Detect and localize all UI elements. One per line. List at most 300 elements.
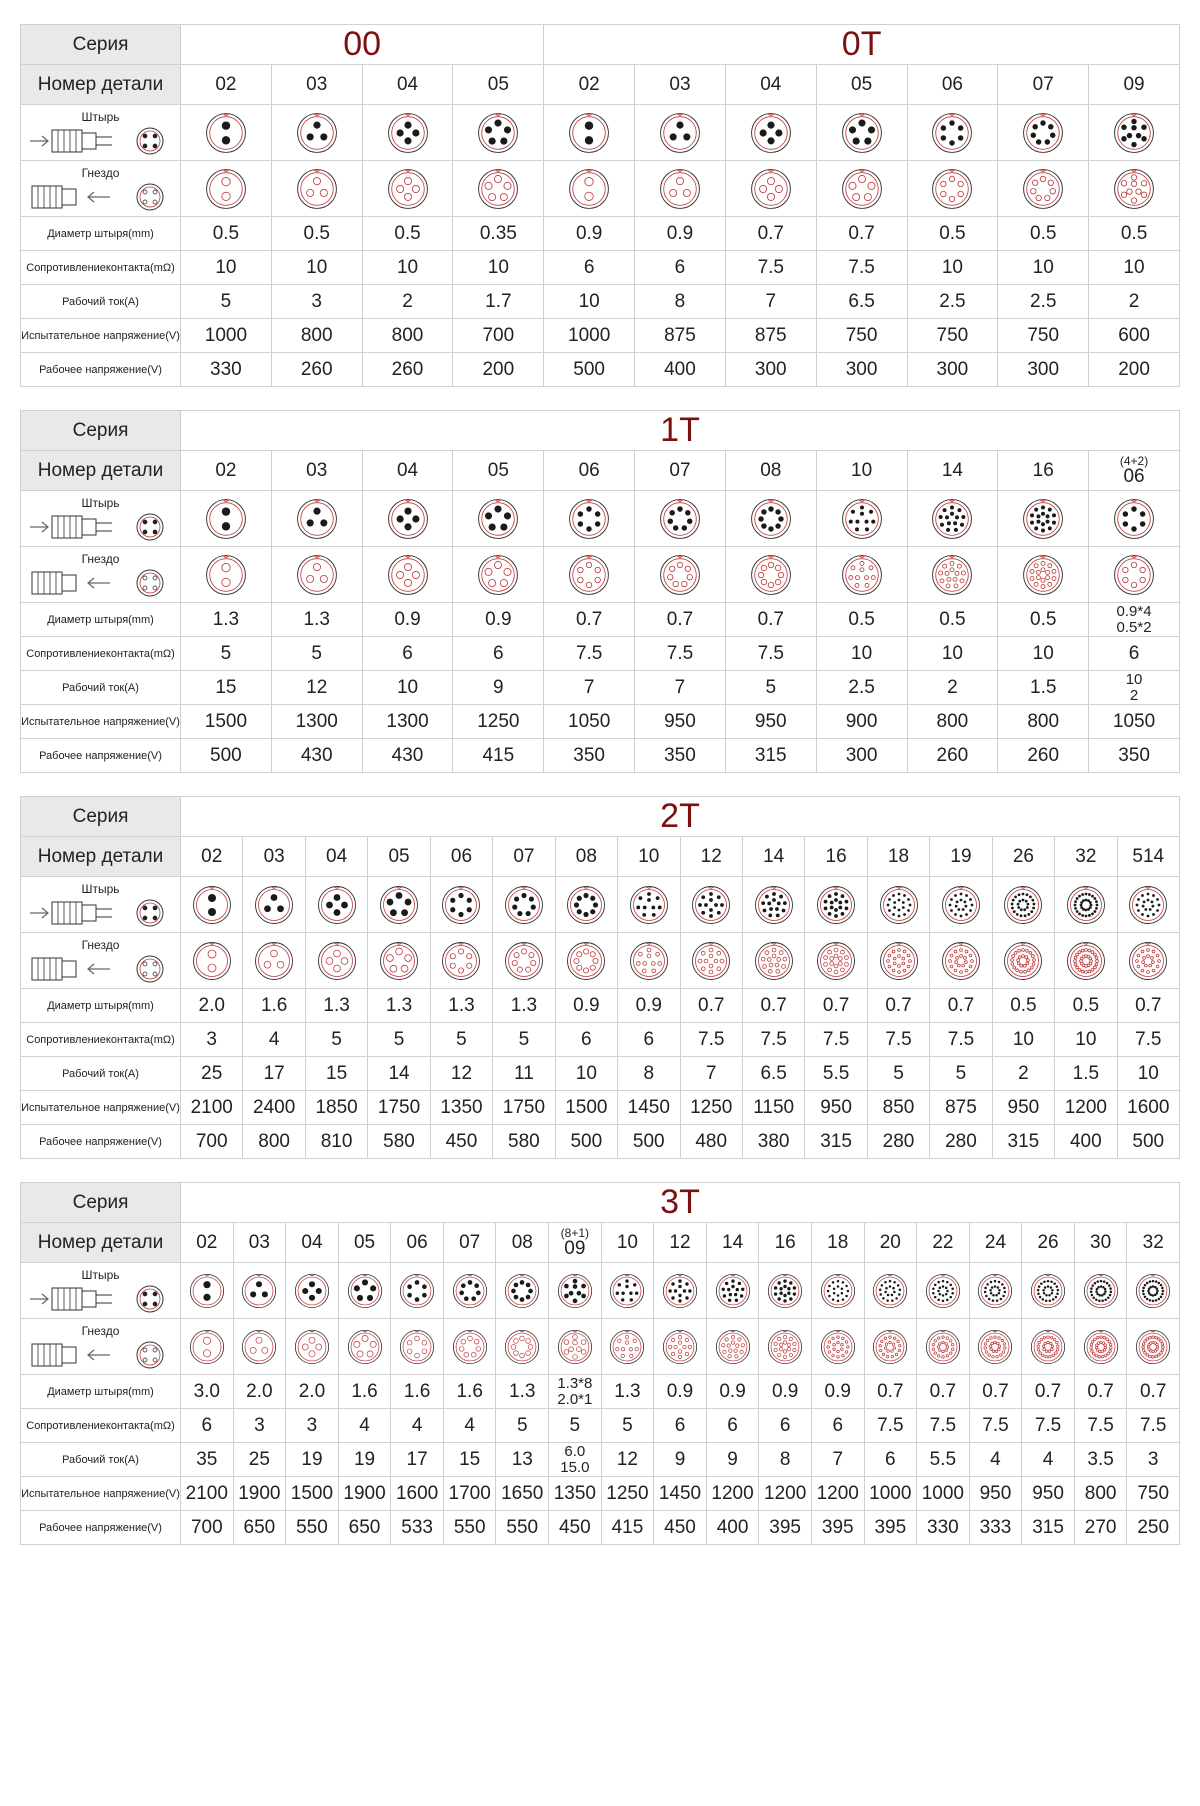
resistance-value: 10 [992,1023,1054,1057]
working-voltage-value: 280 [867,1125,929,1159]
resistance-value: 6 [181,1409,234,1443]
current-value: 19 [286,1443,339,1477]
test-voltage-value: 1000 [864,1477,917,1511]
resistance-value: 10 [907,637,998,671]
pin-diameter-label: Диаметр штыря(mm) [21,1375,181,1409]
working-voltage-value: 300 [725,353,816,387]
resistance-value: 6 [759,1409,812,1443]
test-voltage-value: 1350 [549,1477,602,1511]
pin-diameter-value: 0.5 [1089,217,1180,251]
part-number: 08 [725,451,816,491]
socket-row-header [21,933,181,989]
current-value: 8 [635,285,726,319]
current-value: 5 [181,285,272,319]
current-value: 7 [725,285,816,319]
socket-face-icon [601,1319,654,1375]
working-voltage-value: 260 [362,353,453,387]
part-number: 07 [998,65,1089,105]
working-voltage-value: 300 [907,353,998,387]
socket-face-icon [1089,547,1180,603]
test-voltage-value: 1450 [618,1091,680,1125]
resistance-value: 5 [271,637,362,671]
resistance-value: 10 [1089,251,1180,285]
part-number: 10 [601,1223,654,1263]
pin-face-icon [305,877,367,933]
working-voltage-value: 270 [1074,1511,1127,1545]
test-voltage-value: 1700 [443,1477,496,1511]
current-value: 5 [725,671,816,705]
pin-diameter-value: 0.7 [1074,1375,1127,1409]
test-voltage-value: 850 [867,1091,929,1125]
resistance-value: 6 [544,251,635,285]
test-voltage-value: 950 [1022,1477,1075,1511]
pin-diameter-value: 0.5 [181,217,272,251]
part-number-line: (8+1) [560,1225,590,1240]
part-number: 30 [1074,1223,1127,1263]
part-number: 06 [907,65,998,105]
socket-face-icon [362,547,453,603]
pin-diameter-label: Диаметр штыря(mm) [21,217,181,251]
working-voltage-value: 500 [544,353,635,387]
test-voltage-value: 875 [635,319,726,353]
socket-face-icon [391,1319,444,1375]
test-voltage-value: 950 [992,1091,1054,1125]
working-voltage-value: 400 [635,353,726,387]
pin-face-icon [930,877,992,933]
current-value: 6 [864,1443,917,1477]
working-voltage-value: 330 [917,1511,970,1545]
working-voltage-value: 800 [243,1125,305,1159]
part-number: 10 [816,451,907,491]
test-voltage-value: 950 [969,1477,1022,1511]
part-number: 14 [742,837,804,877]
test-voltage-value: 1500 [181,705,272,739]
socket-face-icon [680,933,742,989]
working-voltage-value: 330 [181,353,272,387]
pin-diameter-value: 1.3 [305,989,367,1023]
working-voltage-value: 380 [742,1125,804,1159]
working-voltage-value: 300 [998,353,1089,387]
socket-label: Гнездо [81,165,120,180]
current-value: 2 [362,285,453,319]
resistance-value: 7.5 [742,1023,804,1057]
series-name: 2T [181,797,1180,837]
pin-plug-icon [21,510,180,544]
current-value: 7 [680,1057,742,1091]
working-voltage-value: 550 [286,1511,339,1545]
socket-face-icon [443,1319,496,1375]
working-voltage-value: 395 [864,1511,917,1545]
test-voltage-value: 1500 [286,1477,339,1511]
pin-diameter-value: 0.5 [907,603,998,637]
pin-diameter-value: 0.9 [654,1375,707,1409]
resistance-value: 4 [338,1409,391,1443]
part-number: 18 [867,837,929,877]
socket-face-icon [233,1319,286,1375]
resistance-value: 10 [998,637,1089,671]
part-number: 03 [233,1223,286,1263]
part-number: 16 [998,451,1089,491]
working-voltage-value: 550 [443,1511,496,1545]
working-voltage-value: 395 [759,1511,812,1545]
working-voltage-value: 700 [181,1511,234,1545]
pin-face-icon [969,1263,1022,1319]
current-value: 9 [706,1443,759,1477]
resistance-value: 7.5 [1074,1409,1127,1443]
pin-face-icon [181,491,272,547]
test-voltage-value: 875 [930,1091,992,1125]
pin-face-icon [725,491,816,547]
current-value: 11 [493,1057,555,1091]
current-value: 6.5 [742,1057,804,1091]
resistance-value: 4 [443,1409,496,1443]
part-number [1089,451,1180,491]
pin-face-icon [453,491,544,547]
resistance-value: 10 [453,251,544,285]
working-voltage-value: 315 [1022,1511,1075,1545]
pin-face-icon [233,1263,286,1319]
current-value: 4 [1022,1443,1075,1477]
socket-face-icon [1022,1319,1075,1375]
part-number: 22 [917,1223,970,1263]
test-voltage-value: 750 [998,319,1089,353]
current-label: Рабочий ток(A) [21,285,181,319]
test-voltage-value: 1300 [271,705,362,739]
test-voltage-value: 800 [907,705,998,739]
current-value-line: 10 [1125,670,1143,688]
resistance-value: 7.5 [725,251,816,285]
series-label: Серия [21,25,181,65]
resistance-value: 6 [362,637,453,671]
pin-face-icon [430,877,492,933]
socket-face-icon [1089,161,1180,217]
socket-face-icon [805,933,867,989]
part-number-label: Номер детали [21,837,181,877]
part-number [549,1223,602,1263]
pin-face-icon [1074,1263,1127,1319]
pin-diameter-value: 0.7 [930,989,992,1023]
pin-diameter-value: 0.7 [867,989,929,1023]
test-voltage-label: Испытательное напряжение(V) [21,1091,181,1125]
pin-face-icon [618,877,680,933]
part-number: 06 [544,451,635,491]
current-value: 1.5 [1055,1057,1117,1091]
test-voltage-value: 1600 [391,1477,444,1511]
resistance-value: 6 [811,1409,864,1443]
pin-face-icon [271,491,362,547]
resistance-value: 6 [555,1023,617,1057]
working-voltage-value: 430 [362,739,453,773]
working-voltage-value: 500 [181,739,272,773]
pin-row-header [21,105,181,161]
pin-diameter-value: 0.9 [362,603,453,637]
current-value: 7 [544,671,635,705]
current-value: 10 [555,1057,617,1091]
socket-face-icon [286,1319,339,1375]
pin-face-icon [181,105,272,161]
pin-diameter-value: 0.9 [555,989,617,1023]
pin-diameter-value: 0.7 [1117,989,1179,1023]
test-voltage-value: 750 [1127,1477,1180,1511]
socket-face-icon [969,1319,1022,1375]
working-voltage-value: 315 [805,1125,867,1159]
socket-face-icon [368,933,430,989]
pin-diameter-value: 1.3 [430,989,492,1023]
resistance-value: 7.5 [1022,1409,1075,1443]
socket-face-icon [271,161,362,217]
pin-diameter-value: 0.5 [816,603,907,637]
socket-plug-icon [21,180,180,214]
part-number: 04 [362,65,453,105]
series-name: 00 [181,25,544,65]
current-value: 2.5 [816,671,907,705]
pin-diameter-value: 1.3 [271,603,362,637]
test-voltage-value: 2100 [181,1477,234,1511]
socket-face-icon [992,933,1054,989]
working-voltage-value: 415 [453,739,544,773]
socket-plug-icon [21,566,180,600]
pin-face-icon [1022,1263,1075,1319]
current-value: 5.5 [917,1443,970,1477]
resistance-value: 7.5 [544,637,635,671]
working-voltage-value: 500 [555,1125,617,1159]
working-voltage-value: 280 [930,1125,992,1159]
pin-face-icon [635,491,726,547]
part-number: 02 [181,451,272,491]
socket-face-icon [917,1319,970,1375]
pin-face-icon [243,877,305,933]
part-number: 10 [618,837,680,877]
current-value: 5.5 [805,1057,867,1091]
socket-face-icon [555,933,617,989]
part-number: 12 [654,1223,707,1263]
pin-face-icon [1117,877,1179,933]
pin-face-icon [867,877,929,933]
test-voltage-value: 600 [1089,319,1180,353]
working-voltage-value: 430 [271,739,362,773]
socket-face-icon [867,933,929,989]
socket-face-icon [271,547,362,603]
pin-face-icon [654,1263,707,1319]
current-value: 1.7 [453,285,544,319]
part-number: 08 [496,1223,549,1263]
working-voltage-value: 650 [338,1511,391,1545]
pin-diameter-value: 0.7 [635,603,726,637]
current-value: 8 [759,1443,812,1477]
current-value: 5 [867,1057,929,1091]
resistance-label: Сопротивлениеконтакта(mΩ) [21,251,181,285]
working-voltage-value: 300 [816,739,907,773]
pin-diameter-value: 0.9 [706,1375,759,1409]
resistance-value: 10 [816,637,907,671]
pin-label: Штырь [81,881,120,896]
series-name: 1T [181,411,1180,451]
part-number: 12 [680,837,742,877]
pin-diameter-value: 0.7 [725,603,816,637]
pin-face-icon [181,1263,234,1319]
working-voltage-value: 810 [305,1125,367,1159]
resistance-value: 4 [391,1409,444,1443]
resistance-value: 6 [1089,637,1180,671]
socket-face-icon [496,1319,549,1375]
current-value: 4 [969,1443,1022,1477]
socket-face-icon [635,547,726,603]
part-number: 18 [811,1223,864,1263]
test-voltage-value: 1600 [1117,1091,1179,1125]
test-voltage-value: 950 [635,705,726,739]
series-table-2T [20,796,1180,1159]
working-voltage-value: 550 [496,1511,549,1545]
working-voltage-label: Рабочее напряжение(V) [21,739,181,773]
socket-face-icon [1117,933,1179,989]
series-label: Серия [21,1183,181,1223]
working-voltage-value: 400 [706,1511,759,1545]
pin-face-icon [362,105,453,161]
current-value: 15 [443,1443,496,1477]
pin-diameter-value [549,1375,602,1409]
resistance-value: 5 [496,1409,549,1443]
part-number: 32 [1055,837,1117,877]
series-label: Серия [21,411,181,451]
test-voltage-label: Испытательное напряжение(V) [21,1477,181,1511]
part-number: 24 [969,1223,1022,1263]
resistance-value: 7.5 [635,637,726,671]
resistance-value: 7.5 [680,1023,742,1057]
test-voltage-value: 1250 [680,1091,742,1125]
test-voltage-value: 1650 [496,1477,549,1511]
pin-row-header [21,877,181,933]
part-number: 05 [453,65,544,105]
resistance-value: 7.5 [969,1409,1022,1443]
part-number: 06 [430,837,492,877]
resistance-value: 6 [635,251,726,285]
pin-diameter-value: 2.0 [181,989,243,1023]
working-voltage-value: 260 [271,353,362,387]
working-voltage-value: 450 [654,1511,707,1545]
socket-face-icon [998,547,1089,603]
working-voltage-value: 350 [544,739,635,773]
test-voltage-value: 1350 [430,1091,492,1125]
test-voltage-value: 1050 [544,705,635,739]
pin-diameter-value: 1.6 [243,989,305,1023]
pin-diameter-value: 0.9 [453,603,544,637]
working-voltage-value: 533 [391,1511,444,1545]
resistance-value: 3 [233,1409,286,1443]
pin-plug-icon [21,896,180,930]
part-number-line: 06 [1123,465,1145,487]
socket-face-icon [243,933,305,989]
test-voltage-value: 1150 [742,1091,804,1125]
test-voltage-value: 1200 [706,1477,759,1511]
pin-diameter-value-line: 2.0*1 [557,1390,593,1408]
pin-diameter-value: 0.35 [453,217,544,251]
test-voltage-value: 1750 [493,1091,555,1125]
pin-diameter-value-line: 1.3*8 [557,1374,593,1392]
current-value: 10 [544,285,635,319]
socket-row-header [21,547,181,603]
pin-face-icon [368,877,430,933]
socket-face-icon [430,933,492,989]
working-voltage-value: 250 [1127,1511,1180,1545]
test-voltage-value: 1050 [1089,705,1180,739]
socket-face-icon [816,547,907,603]
working-voltage-value: 580 [493,1125,555,1159]
test-voltage-value: 1850 [305,1091,367,1125]
resistance-value: 5 [549,1409,602,1443]
test-voltage-value: 1200 [759,1477,812,1511]
pin-face-icon [181,877,243,933]
socket-face-icon [654,1319,707,1375]
socket-face-icon [1127,1319,1180,1375]
test-voltage-value: 2100 [181,1091,243,1125]
socket-face-icon [1055,933,1117,989]
working-voltage-label: Рабочее напряжение(V) [21,1511,181,1545]
current-value: 2.5 [907,285,998,319]
resistance-value: 7.5 [725,637,816,671]
pin-diameter-value: 0.9 [618,989,680,1023]
pin-face-icon [601,1263,654,1319]
pin-face-icon [992,877,1054,933]
test-voltage-value: 1250 [601,1477,654,1511]
pin-diameter-value: 0.7 [1022,1375,1075,1409]
pin-diameter-value: 1.3 [493,989,555,1023]
test-voltage-value: 1000 [917,1477,970,1511]
pin-face-icon [338,1263,391,1319]
socket-face-icon [549,1319,602,1375]
current-value: 3.5 [1074,1443,1127,1477]
working-voltage-label: Рабочее напряжение(V) [21,353,181,387]
current-value: 2 [1089,285,1180,319]
current-value: 7 [811,1443,864,1477]
socket-face-icon [618,933,680,989]
pin-row-header [21,491,181,547]
test-voltage-label: Испытательное напряжение(V) [21,319,181,353]
socket-face-icon [998,161,1089,217]
current-value [1089,671,1180,705]
test-voltage-value: 750 [907,319,998,353]
test-voltage-value: 1250 [453,705,544,739]
working-voltage-value: 333 [969,1511,1022,1545]
pin-plug-icon [21,1282,180,1316]
pin-diameter-value: 0.9 [544,217,635,251]
pin-diameter-label: Диаметр штыря(mm) [21,989,181,1023]
resistance-label: Сопротивлениеконтакта(mΩ) [21,1409,181,1443]
socket-row-header [21,161,181,217]
current-value: 3 [1127,1443,1180,1477]
part-number: 05 [338,1223,391,1263]
current-value: 12 [430,1057,492,1091]
pin-diameter-value: 1.6 [443,1375,496,1409]
socket-face-icon [930,933,992,989]
pin-diameter-value: 0.9 [759,1375,812,1409]
resistance-label: Сопротивлениеконтакта(mΩ) [21,637,181,671]
part-number: 32 [1127,1223,1180,1263]
socket-face-icon [544,547,635,603]
pin-face-icon [680,877,742,933]
test-voltage-value: 1450 [654,1477,707,1511]
pin-face-icon [917,1263,970,1319]
pin-face-icon [811,1263,864,1319]
test-voltage-value: 800 [362,319,453,353]
part-number: 05 [368,837,430,877]
socket-face-icon [706,1319,759,1375]
pin-face-icon [742,877,804,933]
current-value: 13 [496,1443,549,1477]
part-number: 03 [271,65,362,105]
pin-diameter-label: Диаметр штыря(mm) [21,603,181,637]
pin-diameter-value: 0.7 [544,603,635,637]
part-number: 02 [181,65,272,105]
